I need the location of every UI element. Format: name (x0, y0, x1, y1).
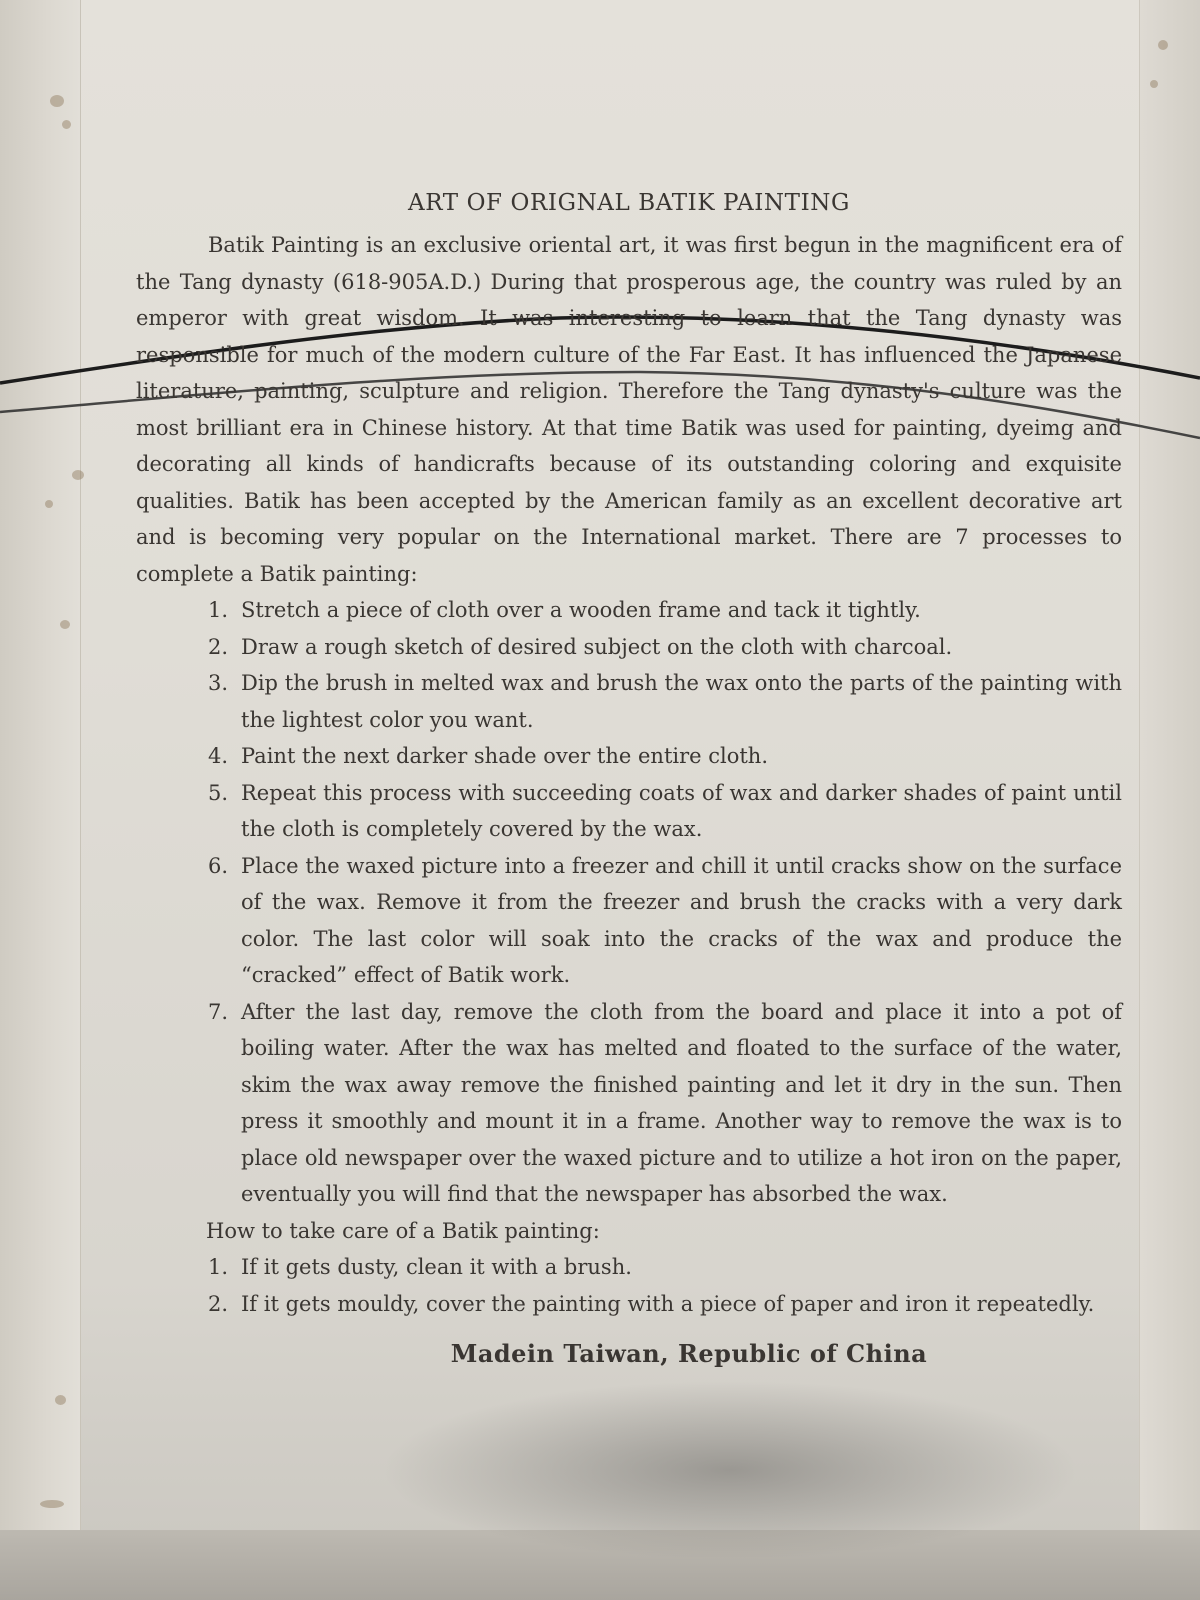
list-item (208, 775, 1122, 848)
list-item (208, 994, 1122, 1213)
list-item (208, 848, 1122, 994)
step-number: 6. (208, 853, 229, 878)
step-text: Repeat this process with succeeding coats of wax and darker shades of paint until the cloth is completely covered by the wax. (241, 780, 1122, 841)
process-steps-list (136, 592, 1122, 1213)
step-number: 1. (208, 598, 229, 622)
stain-mark (50, 95, 64, 107)
stain-mark (62, 120, 71, 129)
list-item (208, 738, 1122, 775)
step-text: Dip the brush in melted wax and brush the wax onto the parts of the painting with the lightest color you want. (241, 671, 1122, 732)
stain-mark (1158, 40, 1168, 50)
paper-left-edge (0, 0, 81, 1540)
camera-shadow (380, 1380, 1080, 1560)
step-text: Place the waxed picture into a freezer and chill it until cracks show on the surface of the wax. Remove it from the freezer and brush the cracks with a very dark color. The last color will soak into the cracks of the wax and produce the “cracked” effect of Batik work. (241, 853, 1122, 987)
list-item (208, 1286, 1122, 1323)
step-number: 2. (208, 634, 229, 659)
step-text: Draw a rough sketch of desired subject on the cloth with charcoal. (241, 634, 953, 659)
care-step-number: 2. (208, 1291, 229, 1316)
intro-paragraph: Batik Painting is an exclusive oriental art, it was first begun in the magnificent era of the Tang dynasty (618-905A.D.) During that prosperous age, the country was ruled by an emperor with great wisdom. It was interesting to learn that the Tang dynasty was responsible for much of the modern culture of the Far East. It has influenced the Japanese literature, painting, sculpture and religion. Therefore the Tang dynasty's culture was the most brilliant era in Chinese history. At that time Batik was used for painting, dyeimg and decorating all kinds of handicrafts because of its outstanding coloring and exquisite qualities. Batik has been accepted by the American family as an excellent decorative art and is becoming very popular on the International market. There are 7 processes to complete a Batik painting: (136, 233, 1122, 586)
step-number: 3. (208, 671, 229, 695)
step-text: Paint the next darker shade over the entire cloth. (241, 744, 768, 768)
care-step-text: If it gets dusty, clean it with a brush. (241, 1255, 632, 1279)
list-item (208, 665, 1122, 738)
step-number: 5. (208, 780, 229, 805)
paper-right-edge (1139, 0, 1200, 1540)
list-item (208, 629, 1122, 666)
stain-mark (55, 1395, 66, 1405)
care-step-number: 1. (208, 1255, 229, 1279)
list-item (208, 592, 1122, 629)
care-steps-list (136, 1249, 1122, 1322)
step-number: 7. (208, 999, 229, 1024)
stain-mark (72, 470, 84, 480)
step-number: 4. (208, 744, 229, 768)
stain-mark (45, 500, 53, 508)
document-title: ART OF ORIGNAL BATIK PAINTING (408, 190, 850, 216)
care-step-text: If it gets mouldy, cover the painting with a piece of paper and iron it repeatedly. (241, 1291, 1095, 1316)
step-text: Stretch a piece of cloth over a wooden frame and tack it tightly. (241, 598, 921, 622)
stain-mark (1150, 80, 1158, 88)
stain-mark (60, 620, 70, 629)
document-body (136, 185, 1122, 1373)
list-item (208, 1249, 1122, 1286)
origin-footer: Madein Taiwan, Republic of China (450, 1339, 928, 1368)
stain-mark (40, 1500, 64, 1508)
care-heading: How to take care of a Batik painting: (206, 1218, 600, 1243)
step-text: After the last day, remove the cloth from the board and place it into a pot of boiling water. After the wax has melted and floated to the surface of the water, skim the wax away remove the finished painting and let it dry in the sun. Then press it smoothly and mount it in a frame. Another way to remove the wax is to place old newspaper over the waxed picture and to utilize a hot iron on the paper, eventually you will find that the newspaper has absorbed the wax. (241, 999, 1122, 1206)
